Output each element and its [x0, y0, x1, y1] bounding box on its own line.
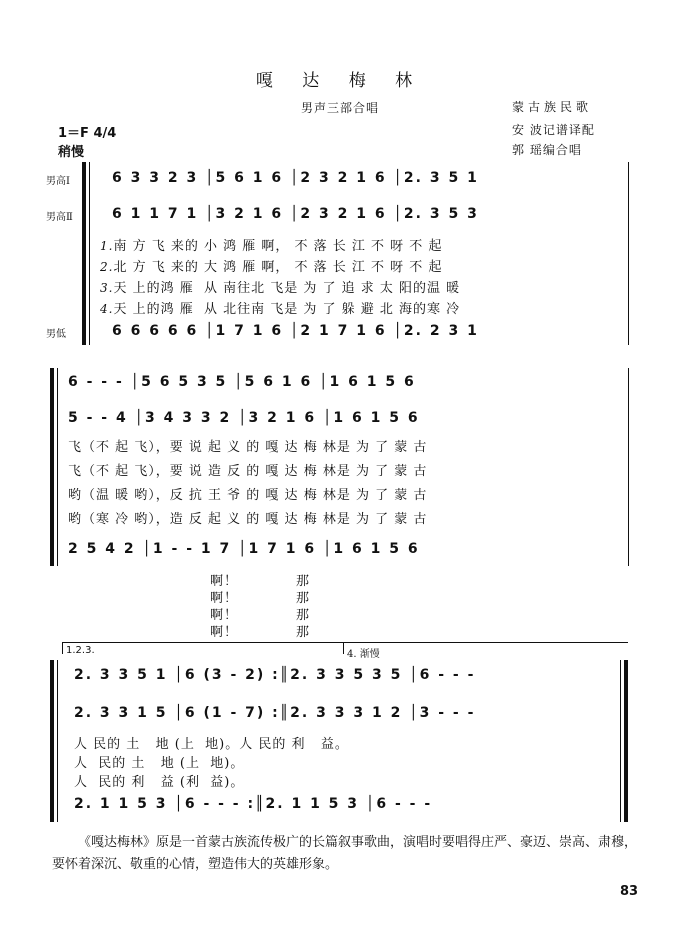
system1-tenor2-notes: 6 1 1 7 1 │3 2 1 6 │2 3 2 1 6 │2. 3 5 3 [112, 206, 479, 222]
system3-bass-notes: 2. 1 1 5 3 │6 - - - :║2. 1 1 5 3 │6 - - - [74, 796, 433, 812]
voice-label-tenor2: 男高Ⅱ [46, 212, 73, 223]
system2-lyric-4: 哟（寒 冷 哟），造 反 起 义 的 嘎 达 梅 林是 为 了 蒙 古 [68, 512, 428, 527]
system1-end-line [628, 162, 629, 345]
system1-tenor1-notes: 6 3 3 2 3 │5 6 1 6 │2 3 2 1 6 │2. 3 5 1 [112, 170, 479, 186]
page-number: 83 [620, 884, 639, 899]
system2-lyric-1: 飞（不 起 飞），要 说 起 义 的 嘎 达 梅 林是 为 了 蒙 古 [68, 440, 428, 455]
system1-line [89, 162, 90, 345]
system2-bass-lyric-3: 啊！ 那 [210, 608, 311, 623]
system3-lyric-3: 人 民的 利 益 (利 益)。 [74, 775, 245, 790]
ending2-bracket-tick [343, 642, 344, 654]
system2-mid-notes: 5 - - 4 │3 4 3 3 2 │3 2 1 6 │1 6 1 5 6 [68, 410, 420, 426]
system2-bass-lyric-4: 啊！ 那 [210, 625, 311, 640]
system1-lyric-1: 1.南 方 飞 来的 小 鸿 雁 啊， 不 落 长 江 不 呀 不 起 [100, 239, 443, 254]
system3-lyric-1: 人 民的 土 地 (上 地)。人 民的 利 益。 [74, 737, 349, 752]
tempo-marking: 稍慢 [58, 145, 85, 160]
system2-bracket [50, 368, 54, 566]
ending1-bracket [62, 642, 347, 643]
system3-final-thick [624, 660, 628, 822]
system1-bracket [82, 162, 86, 345]
voice-label-tenor1: 男高Ⅰ [46, 176, 70, 187]
system2-end-line [628, 368, 629, 566]
system3-lyric-2: 人 民的 土 地 (上 地)。 [74, 756, 245, 771]
system2-lyric-2: 飞（不 起 飞），要 说 造 反 的 嘎 达 梅 林是 为 了 蒙 古 [68, 464, 428, 479]
subtitle: 男声三部合唱 [300, 101, 379, 115]
system2-bass-lyric-2: 啊！ 那 [210, 591, 311, 606]
credit-origin: 蒙古族民歌 [512, 100, 593, 114]
key-signature: 1＝F 4/4 [58, 126, 117, 141]
system2-line [57, 368, 58, 566]
system2-bass-notes: 2 5 4 2 │1 - - 1 7 │1 7 1 6 │1 6 1 5 6 [68, 541, 420, 557]
system3-top-notes: 2. 3 3 5 1 │6 (3 - 2) :║2. 3 3 5 3 5 │6 - - - [74, 667, 476, 683]
system3-mid-notes: 2. 3 3 1 5 │6 (1 - 7) :║2. 3 3 3 1 2 │3 - - - [74, 705, 476, 721]
system2-top-notes: 6 - - - │5 6 5 3 5 │5 6 1 6 │1 6 1 5 6 [68, 374, 416, 390]
system3-final-thin [620, 660, 621, 822]
system2-lyric-3: 哟（温 暖 哟），反 抗 王 爷 的 嘎 达 梅 林是 为 了 蒙 古 [68, 488, 428, 503]
ending2-bracket [343, 642, 628, 643]
ending1-label: 1.2.3. [66, 645, 95, 656]
system3-line [57, 660, 58, 822]
credit-arranger: 郭 瑶编合唱 [512, 143, 582, 157]
system1-lyric-4: 4.天 上的鸿 雁 从 北往南 飞是 为 了 躲 避 北 海的寒 冷 [100, 302, 461, 317]
song-title: 嘎 达 梅 林 [255, 71, 425, 91]
credit-notation: 安 波记谱译配 [512, 123, 595, 137]
system1-lyric-3: 3.天 上的鸿 雁 从 南往北 飞是 为 了 追 求 太 阳的温 暖 [100, 281, 461, 296]
system1-bass-notes: 6 6 6 6 6 │1 7 1 6 │2 1 7 1 6 │2. 2 3 1 [112, 323, 479, 339]
ending2-label: 4. 渐慢 [347, 649, 380, 660]
voice-label-bass: 男低 [46, 329, 66, 340]
system2-bass-lyric-1: 啊！ 那 [210, 574, 311, 589]
song-description: 《嘎达梅林》原是一首蒙古族流传极广的长篇叙事歌曲，演唱时要唱得庄严、豪迈、崇高、肃穆，要怀着深沉、敬重的心情，塑造伟大的英雄形象。 [52, 835, 638, 872]
system1-lyric-2: 2.北 方 飞 来的 大 鸿 雁 啊， 不 落 长 江 不 呀 不 起 [100, 260, 443, 275]
system3-bracket [50, 660, 54, 822]
ending1-bracket-tick [62, 642, 63, 654]
